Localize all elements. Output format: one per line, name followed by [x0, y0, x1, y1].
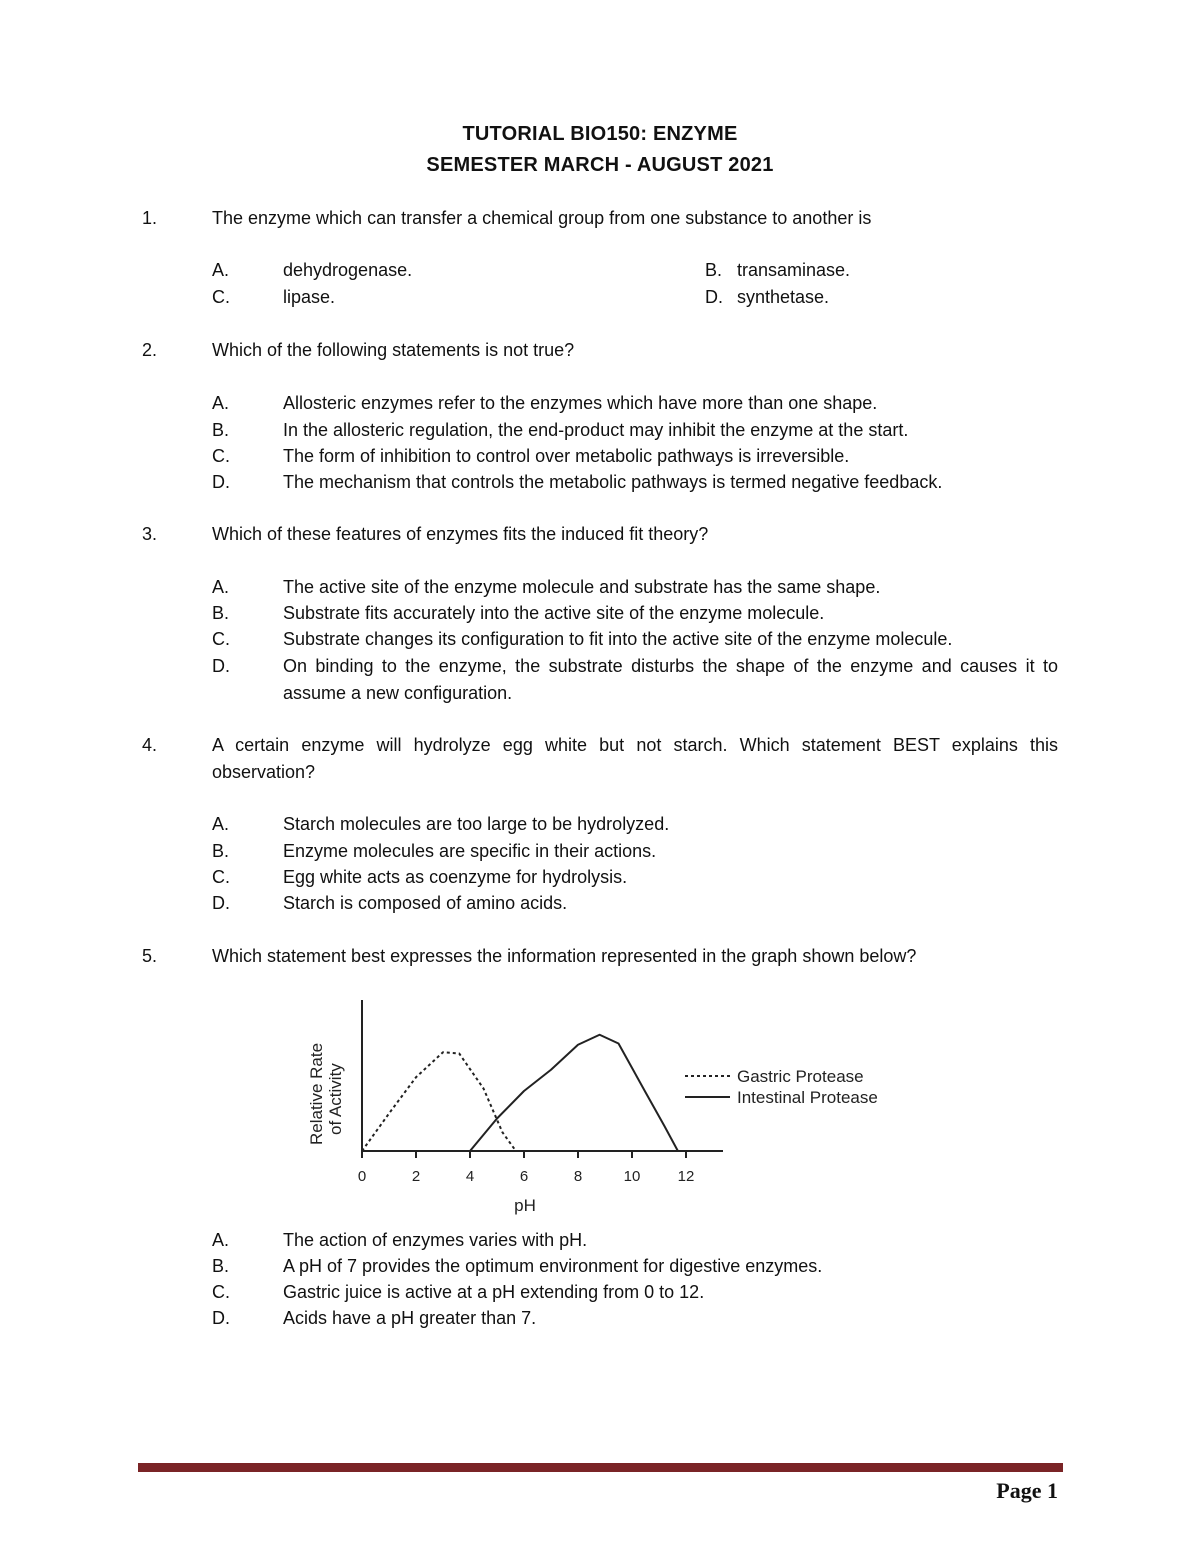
question-text: A certain enzyme will hydrolyze egg white but not starch. Which statement BEST explains this observation? — [212, 735, 1058, 782]
option-text: A pH of 7 provides the optimum environment for digestive enzymes. — [283, 1256, 823, 1276]
option-text: Substrate fits accurately into the active site of the enzyme molecule. — [283, 603, 825, 623]
option-letter: B. — [212, 420, 230, 440]
series-line-gastric-protease — [362, 1052, 516, 1151]
document-subtitle: SEMESTER MARCH - AUGUST 2021 — [426, 154, 774, 176]
option-text: Starch is composed of amino acids. — [283, 893, 568, 913]
question-number: 3. — [142, 524, 158, 544]
legend-label-intestinal: Intestinal Protease — [737, 1088, 878, 1107]
option-text: transaminase. — [737, 260, 851, 280]
x-tick-label: 8 — [573, 1168, 583, 1185]
option-letter: D. — [212, 893, 230, 913]
question-number: 1. — [142, 208, 158, 228]
document-title: TUTORIAL BIO150: ENZYME — [462, 123, 738, 145]
ph-activity-chart — [300, 990, 920, 1220]
option-text: Egg white acts as coenzyme for hydrolysis. — [283, 867, 628, 887]
question-text: The enzyme which can transfer a chemical group from one substance to another is — [212, 208, 872, 228]
option-letter: D. — [212, 1308, 230, 1328]
x-tick-label: 0 — [357, 1168, 367, 1185]
option-text: Gastric juice is active at a pH extending from 0 to 12. — [283, 1282, 705, 1302]
x-tick-label: 12 — [677, 1168, 695, 1185]
x-axis-label: pH — [514, 1196, 536, 1215]
option-text: The form of inhibition to control over metabolic pathways is irreversible. — [283, 446, 850, 466]
option-text: On binding to the enzyme, the substrate disturbs the shape of the enzyme and causes it to assume a new configuration. — [283, 656, 1058, 703]
question-text: Which statement best expresses the information represented in the graph shown below? — [212, 946, 917, 966]
option-text: lipase. — [283, 287, 336, 307]
option-letter: B. — [212, 603, 230, 623]
option-letter: C. — [212, 287, 230, 307]
option-text: The mechanism that controls the metabolic pathways is termed negative feedback. — [283, 472, 943, 492]
option-letter: C. — [212, 1282, 230, 1302]
option-letter: A. — [212, 260, 230, 280]
option-letter: D. — [705, 287, 723, 307]
option-letter: A. — [212, 393, 230, 413]
option-letter: C. — [212, 629, 230, 649]
option-text: Enzyme molecules are specific in their actions. — [283, 841, 657, 861]
option-letter: D. — [212, 656, 230, 676]
page-number: Page 1 — [996, 1478, 1058, 1503]
option-letter: B. — [705, 260, 723, 280]
footer-divider — [138, 1463, 1063, 1472]
x-tick-label: 6 — [519, 1168, 529, 1185]
option-letter: A. — [212, 814, 230, 834]
option-text: The action of enzymes varies with pH. — [283, 1230, 588, 1250]
legend-label-gastric: Gastric Protease — [737, 1067, 864, 1086]
option-letter: B. — [212, 1256, 230, 1276]
x-tick-label: 10 — [623, 1168, 641, 1185]
y-axis-label-line1: Relative Rate — [307, 1042, 326, 1145]
option-text: Acids have a pH greater than 7. — [283, 1308, 537, 1328]
question-text: Which of these features of enzymes fits the induced fit theory? — [212, 524, 709, 544]
series-line-intestinal-protease — [470, 1035, 678, 1151]
chart-legend — [685, 1067, 878, 1107]
question-number: 5. — [142, 946, 158, 966]
option-text: Allosteric enzymes refer to the enzymes which have more than one shape. — [283, 393, 878, 413]
y-axis-label-line2: of Activity — [326, 1063, 345, 1135]
chart-series — [362, 1035, 678, 1151]
x-tick-label: 4 — [465, 1168, 475, 1185]
question-number: 4. — [142, 735, 158, 755]
option-letter: C. — [212, 446, 230, 466]
option-text: synthetase. — [737, 287, 830, 307]
option-text: In the allosteric regulation, the end-product may inhibit the enzyme at the start. — [283, 420, 909, 440]
option-text: dehydrogenase. — [283, 260, 413, 280]
question-text: Which of the following statements is not true? — [212, 340, 575, 360]
option-text: Substrate changes its configuration to fit into the active site of the enzyme molecule. — [283, 629, 953, 649]
x-axis-ticks — [358, 1151, 695, 1185]
option-letter: A. — [212, 1230, 230, 1250]
option-text: The active site of the enzyme molecule and substrate has the same shape. — [283, 577, 881, 597]
option-letter: A. — [212, 577, 230, 597]
option-letter: D. — [212, 472, 230, 492]
x-tick-label: 2 — [411, 1168, 421, 1185]
option-text: Starch molecules are too large to be hydrolyzed. — [283, 814, 670, 834]
question-number: 2. — [142, 340, 158, 360]
option-letter: B. — [212, 841, 230, 861]
option-letter: C. — [212, 867, 230, 887]
